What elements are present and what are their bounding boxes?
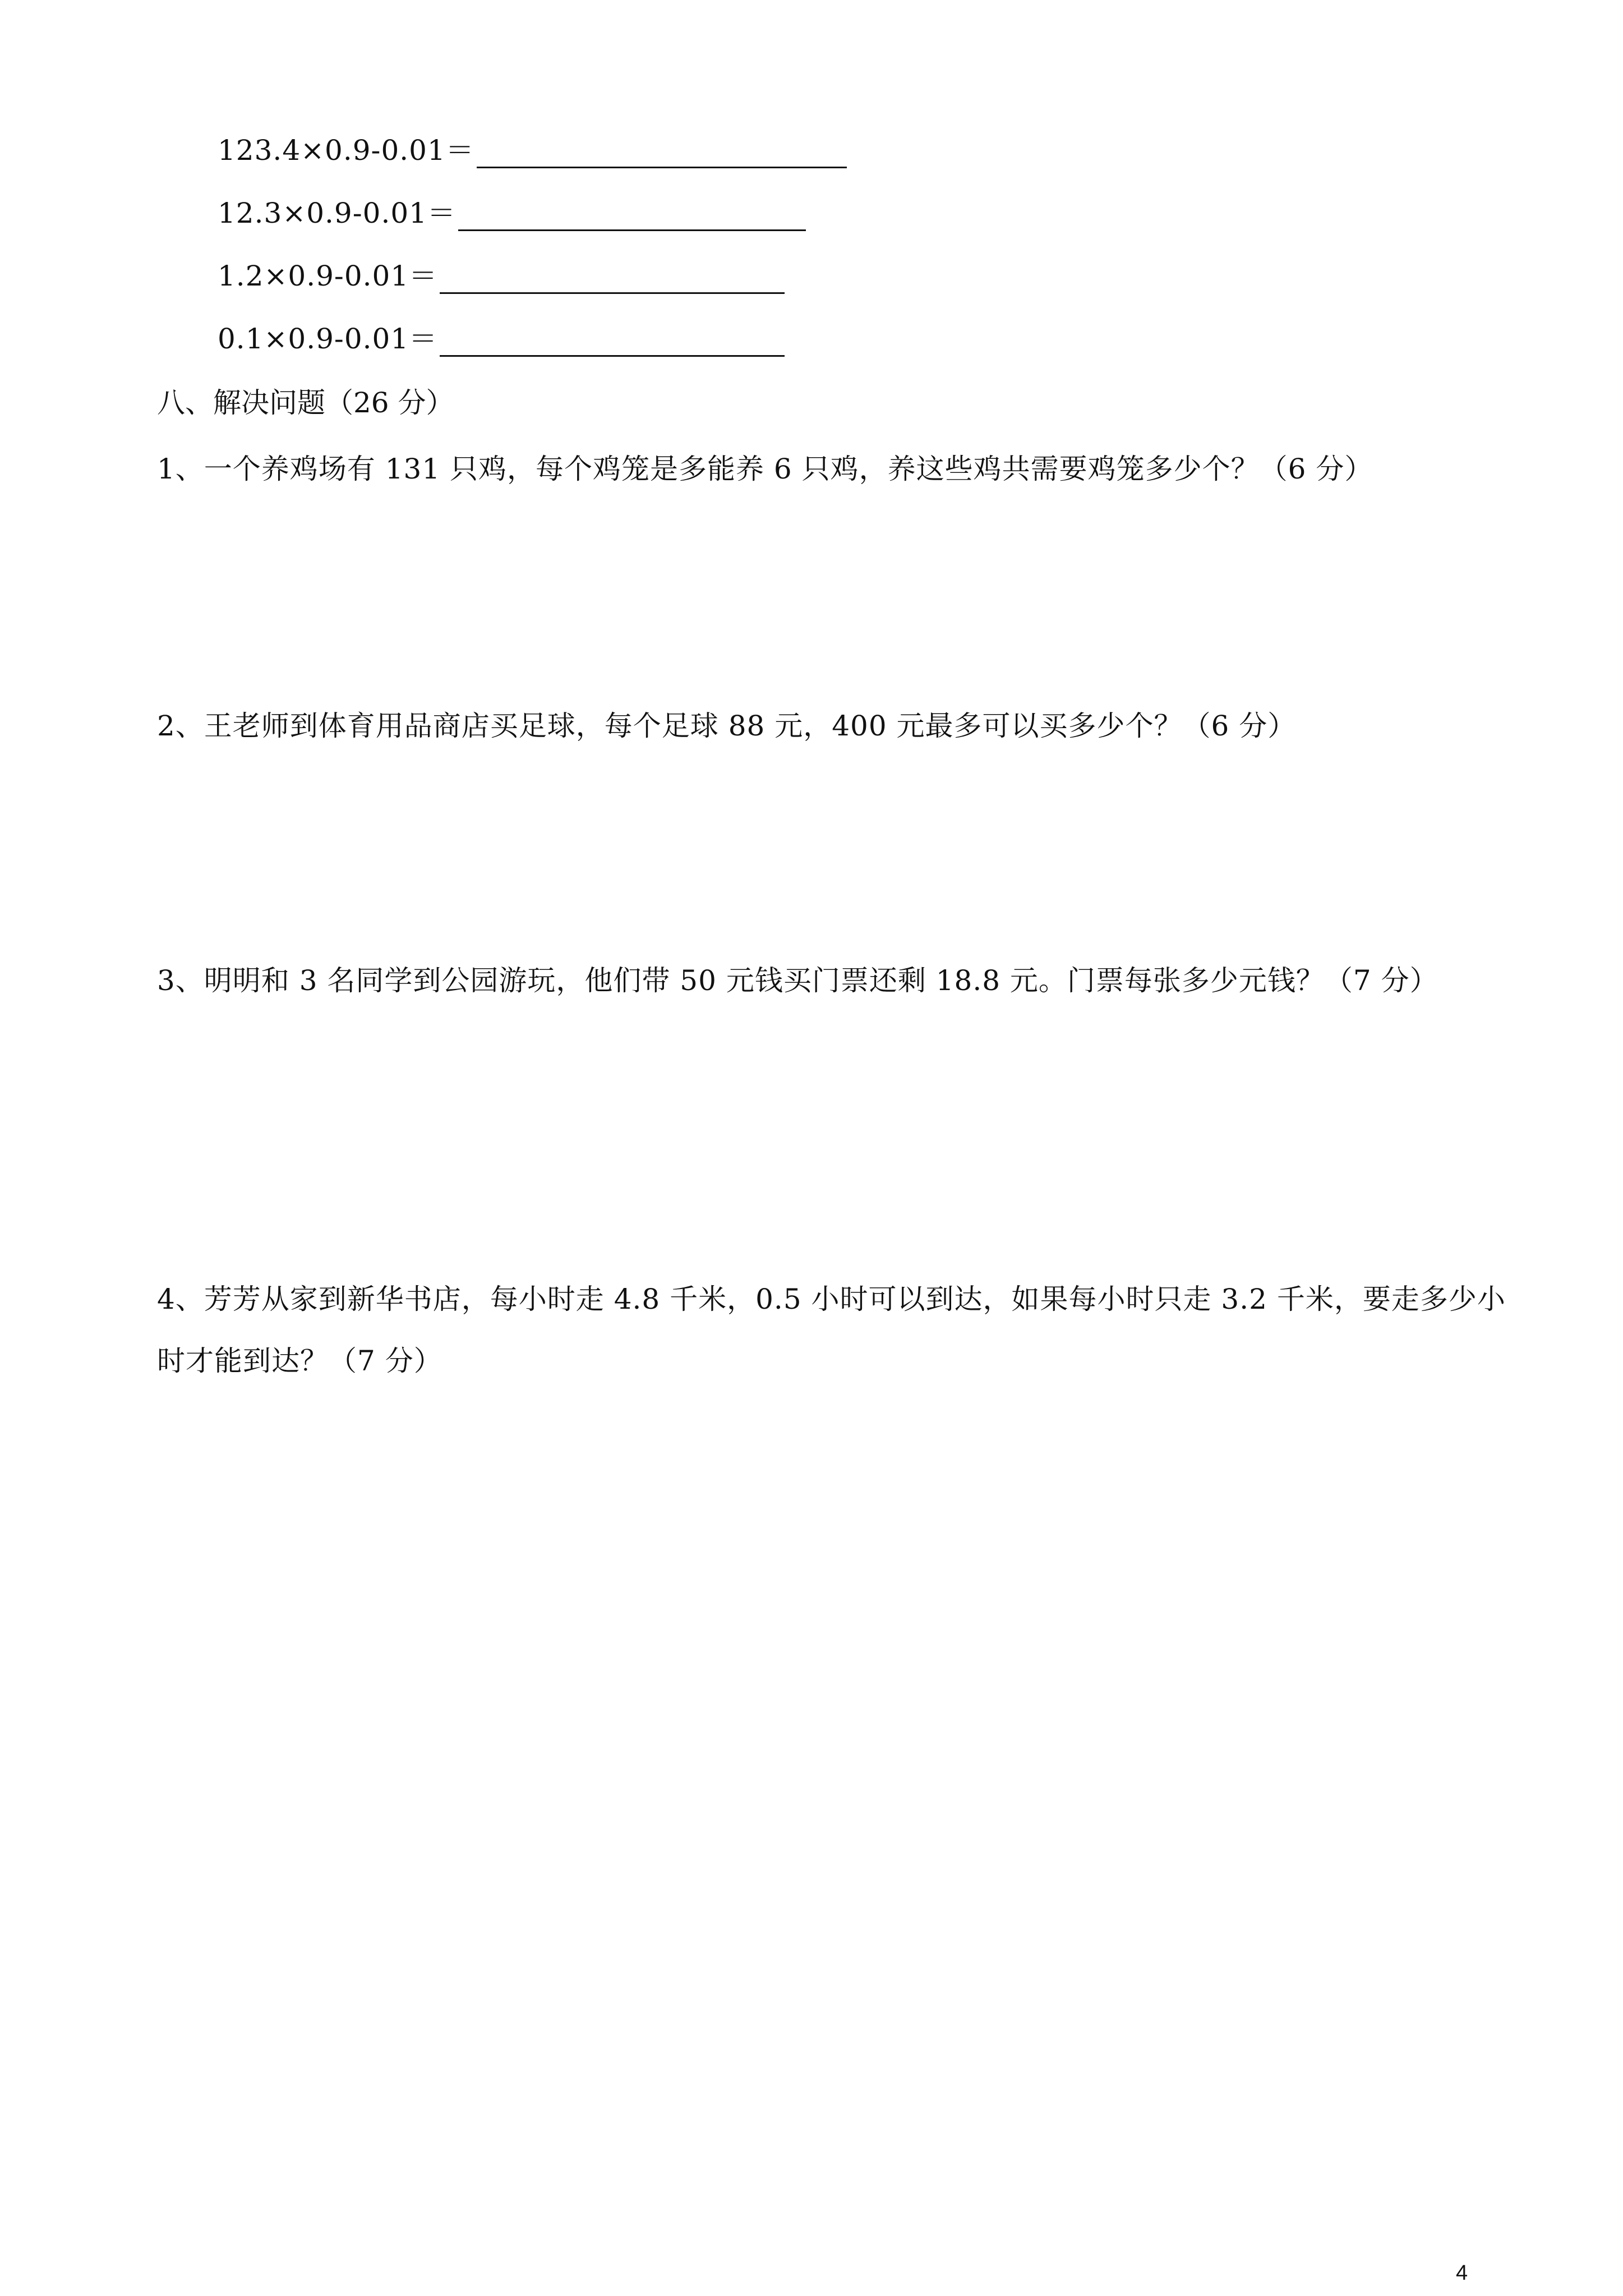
answer-blank[interactable] bbox=[477, 139, 847, 168]
equation-row-3 bbox=[218, 258, 785, 294]
equation-text: 1.2×0.9-0.01＝ bbox=[218, 260, 438, 292]
problem-1: 1、一个养鸡场有 131 只鸡，每个鸡笼是多能养 6 只鸡，养这些鸡共需要鸡笼多少个？（6 分） bbox=[157, 453, 1373, 485]
equation-row-2 bbox=[218, 195, 806, 231]
equation-row-1 bbox=[218, 132, 847, 168]
answer-blank[interactable] bbox=[458, 201, 806, 231]
page-number: 4 bbox=[1456, 2261, 1468, 2285]
problem-3: 3、明明和 3 名同学到公园游玩，他们带 50 元钱买门票还剩 18.8 元。门票每张多少元钱？（7 分） bbox=[157, 964, 1438, 997]
answer-blank[interactable] bbox=[440, 327, 785, 357]
equation-text: 123.4×0.9-0.01＝ bbox=[218, 134, 474, 167]
problem-2: 2、王老师到体育用品商店买足球，每个足球 88 元，400 元最多可以买多少个？（6 分） bbox=[157, 710, 1297, 742]
equation-text: 12.3×0.9-0.01＝ bbox=[218, 197, 456, 229]
equation-row-4 bbox=[218, 321, 785, 357]
problem-4-line-2: 时才能到达？（7 分） bbox=[157, 1345, 442, 1377]
equation-text: 0.1×0.9-0.01＝ bbox=[218, 323, 438, 355]
section-title: 八、解决问题（26 分） bbox=[157, 386, 454, 419]
problem-4-line-1: 4、芳芳从家到新华书店，每小时走 4.8 千米，0.5 小时可以到达，如果每小时只走 3.2 千米，要走多少小 bbox=[157, 1283, 1506, 1315]
answer-blank[interactable] bbox=[440, 264, 785, 294]
